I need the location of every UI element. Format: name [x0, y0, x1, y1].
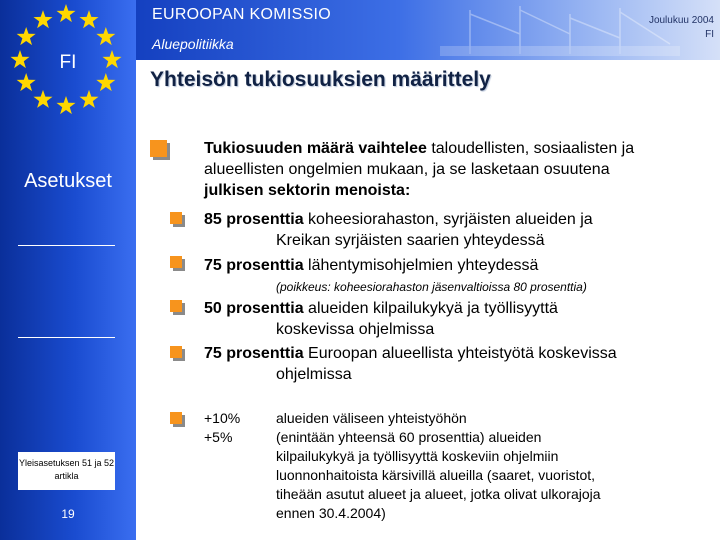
intro-text: taloudellisten, sosiaalisten ja alueellisten ongelmien mukaan, ja se lasketaan osuutena [204, 140, 635, 178]
eu-star-icon [17, 27, 36, 45]
item-percentage: 85 prosenttia [204, 211, 304, 228]
bonus-line: (enintään yhteensä 60 prosenttia) alueiden [276, 429, 542, 445]
item-text-continued: koskevissa ohjelmissa [276, 321, 435, 338]
date-text: Joulukuu 2004 [648, 15, 714, 26]
language-code: FI [705, 29, 714, 40]
list-item [204, 255, 704, 276]
bonus-line: luonnonhaitoista kärsivillä alueilla (saaret, vuoristot, [276, 467, 596, 483]
item-percentage: 75 prosenttia [204, 257, 304, 274]
intro-paragraph [204, 138, 664, 201]
eu-star-icon [96, 27, 115, 45]
bonus-line: kilpailukykyä ja työllisyyttä koskeviin ohjelmiin [276, 448, 559, 464]
bonus-percentages [204, 409, 240, 447]
item-percentage: 75 prosenttia [204, 345, 304, 362]
bullet-square-icon [170, 346, 182, 358]
eu-star-icon [56, 4, 75, 22]
item-text: alueiden kilpailukykyä ja työllisyyttä [303, 300, 558, 317]
sidebar-divider [18, 245, 115, 246]
eu-star-icon [17, 73, 36, 91]
sidebar-divider [18, 337, 115, 338]
bullet-square-icon [170, 212, 182, 224]
item-percentage: 50 prosenttia [204, 300, 304, 317]
item-text-continued: ohjelmissa [276, 366, 352, 383]
eu-star-icon [79, 90, 98, 108]
bonus-line: tiheään asutut alueet ja alueet, jotka olivat ulkorajoja [276, 486, 601, 502]
bonus-percentage-1: +10% [204, 410, 241, 426]
bullet-square-icon [150, 140, 167, 157]
eu-star-icon [33, 90, 52, 108]
bonus-line: ennen 30.4.2004) [276, 505, 386, 521]
list-item [204, 298, 704, 340]
bonus-line: alueiden väliseen yhteistyöhön [276, 410, 467, 426]
intro-emphasis: Tukiosuuden määrä vaihtelee [204, 140, 427, 157]
bullet-square-icon [170, 256, 182, 268]
bonus-description [276, 409, 706, 523]
list-item [204, 343, 714, 385]
ship-image-icon [440, 4, 680, 56]
bonus-percentage-2: +5% [204, 429, 233, 445]
eu-star-icon [96, 73, 115, 91]
intro-emphasis-end: julkisen sektorin menoista: [204, 182, 411, 199]
regulation-reference: Yleisasetuksen 51 ja 52 artikla [18, 452, 115, 490]
organization-name: EUROOPAN KOMISSIO [152, 6, 332, 23]
item-text-continued: Kreikan syrjäisten saarien yhteydessä [276, 232, 545, 249]
flag-country-label: FI [59, 52, 77, 73]
item-text: Euroopan alueellista yhteistyötä koskevissa [303, 345, 617, 362]
date-stamp [649, 14, 714, 42]
eu-star-icon [33, 10, 52, 28]
department-name: Aluepolitiikka [152, 36, 234, 52]
list-item [204, 209, 704, 251]
bullet-square-icon [170, 300, 182, 312]
header-banner [136, 0, 720, 60]
slide-title: Yhteisön tukiosuuksien määrittely [150, 68, 491, 91]
sidebar [0, 0, 136, 540]
page-number: 19 [61, 507, 75, 521]
eu-star-icon [56, 96, 75, 114]
sidebar-section-title: Asetukset [24, 170, 112, 192]
exception-note: (poikkeus: koheesiorahaston jäsenvaltioissa 80 prosenttia) [276, 280, 587, 294]
eu-star-icon [79, 10, 98, 28]
item-text: lähentymisohjelmien yhteydessä [303, 257, 539, 274]
bullet-square-icon [170, 412, 182, 424]
item-text: koheesiorahaston, syrjäisten alueiden ja [303, 211, 593, 228]
